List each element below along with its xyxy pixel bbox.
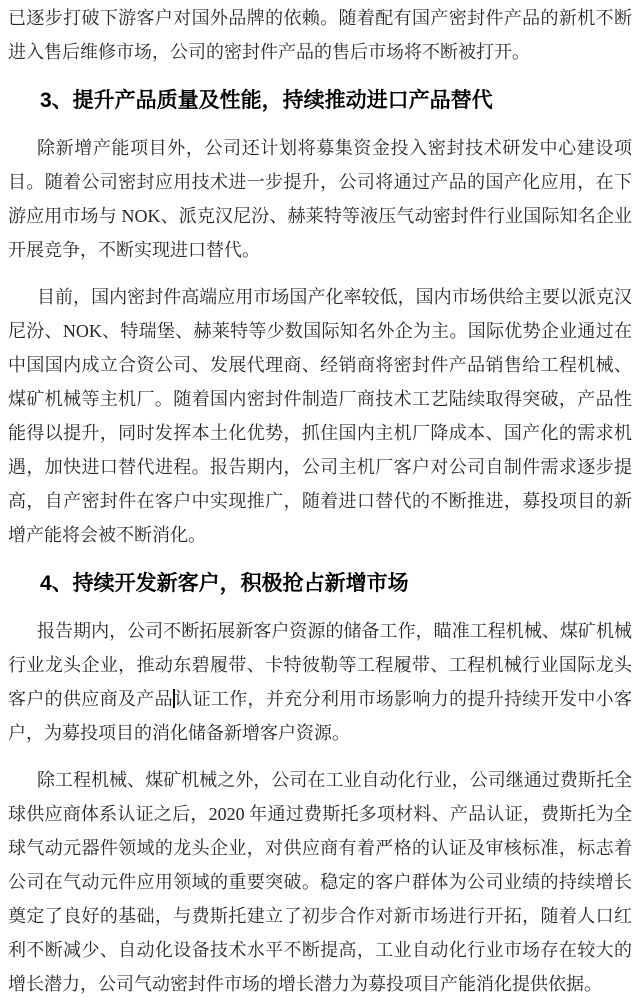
section-heading-4: 4、持续开发新客户，积极抢占新增市场 bbox=[40, 572, 409, 595]
paragraph: 目前，国内密封件高端应用市场国产化率较低，国内市场供给主要以派克汉尼汾、NOK、特瑞堡、赫莱特等少数国际知名外企为主。国际优势企业通过在中国国内成立合资公司、发展代理商、经销商将密封件产品销售给工程机械、煤矿机械等主机厂。随着国内密封件制造厂商技术工艺陆续取得突破，产品性能得以提升，同时发挥本土化优势，抓住国内主机厂降成本、国产化的需求机遇，加快进口替代进程。报告期内，公司主机厂客户对公司自制件需求逐步提高，自产密封件在客户中实现推广，随着进口替代的不断推进，募投项目的新增产能将会被不断消化。 bbox=[8, 287, 632, 545]
paragraph-text: 报告期内，公司不断拓展新客户资源的储备工作，瞄准工程机械、煤矿机械行业龙头企业，推动东碧履带、卡特彼勒等工程履带、工程机械行业国际龙头客户的供应商及产品 bbox=[8, 621, 632, 709]
paragraph: 除新增产能项目外，公司还计划将募集资金投入密封技术研发中心建设项目。随着公司密封应用技术进一步提升，公司将通过产品的国产化应用，在下游应用市场与 NOK、派克汉尼汾、赫莱特等液压气动密封件行业国际知名企业开展竞争，不断实现进口替代。 bbox=[8, 138, 632, 260]
paragraph-with-cursor bbox=[8, 614, 632, 750]
section-heading-3: 3、提升产品质量及性能，持续推动进口产品替代 bbox=[40, 89, 493, 112]
paragraph-continuation: 已逐步打破下游客户对国外品牌的依赖。随着配有国产密封件产品的新机不断进入售后维修市场，公司的密封件产品的售后市场将不断被打开。 bbox=[8, 8, 632, 62]
paragraph: 除工程机械、煤矿机械之外，公司在工业自动化行业，公司继通过费斯托全球供应商体系认证之后，2020 年通过费斯托多项材料、产品认证，费斯托为全球气动元器件领域的龙头企业，对供应商有着严格的认证及审核标准，标志着公司在气动元件应用领域的重要突破。稳定的客户群体为公司业绩的持续增长奠定了良好的基础，与费斯托建立了初步合作对新市场进行开拓，随着人口红利不断减少、自动化设备技术水平不断提高，工业自动化行业市场存在较大的增长潜力，公司气动密封件市场的增长潜力为募投项目产能消化提供依据。 bbox=[8, 770, 632, 994]
paragraph-text: 认证工作，并充分利用市场影响力的提升持续开发中小客户，为募投项目的消化储备新增客户资源。 bbox=[8, 689, 633, 743]
